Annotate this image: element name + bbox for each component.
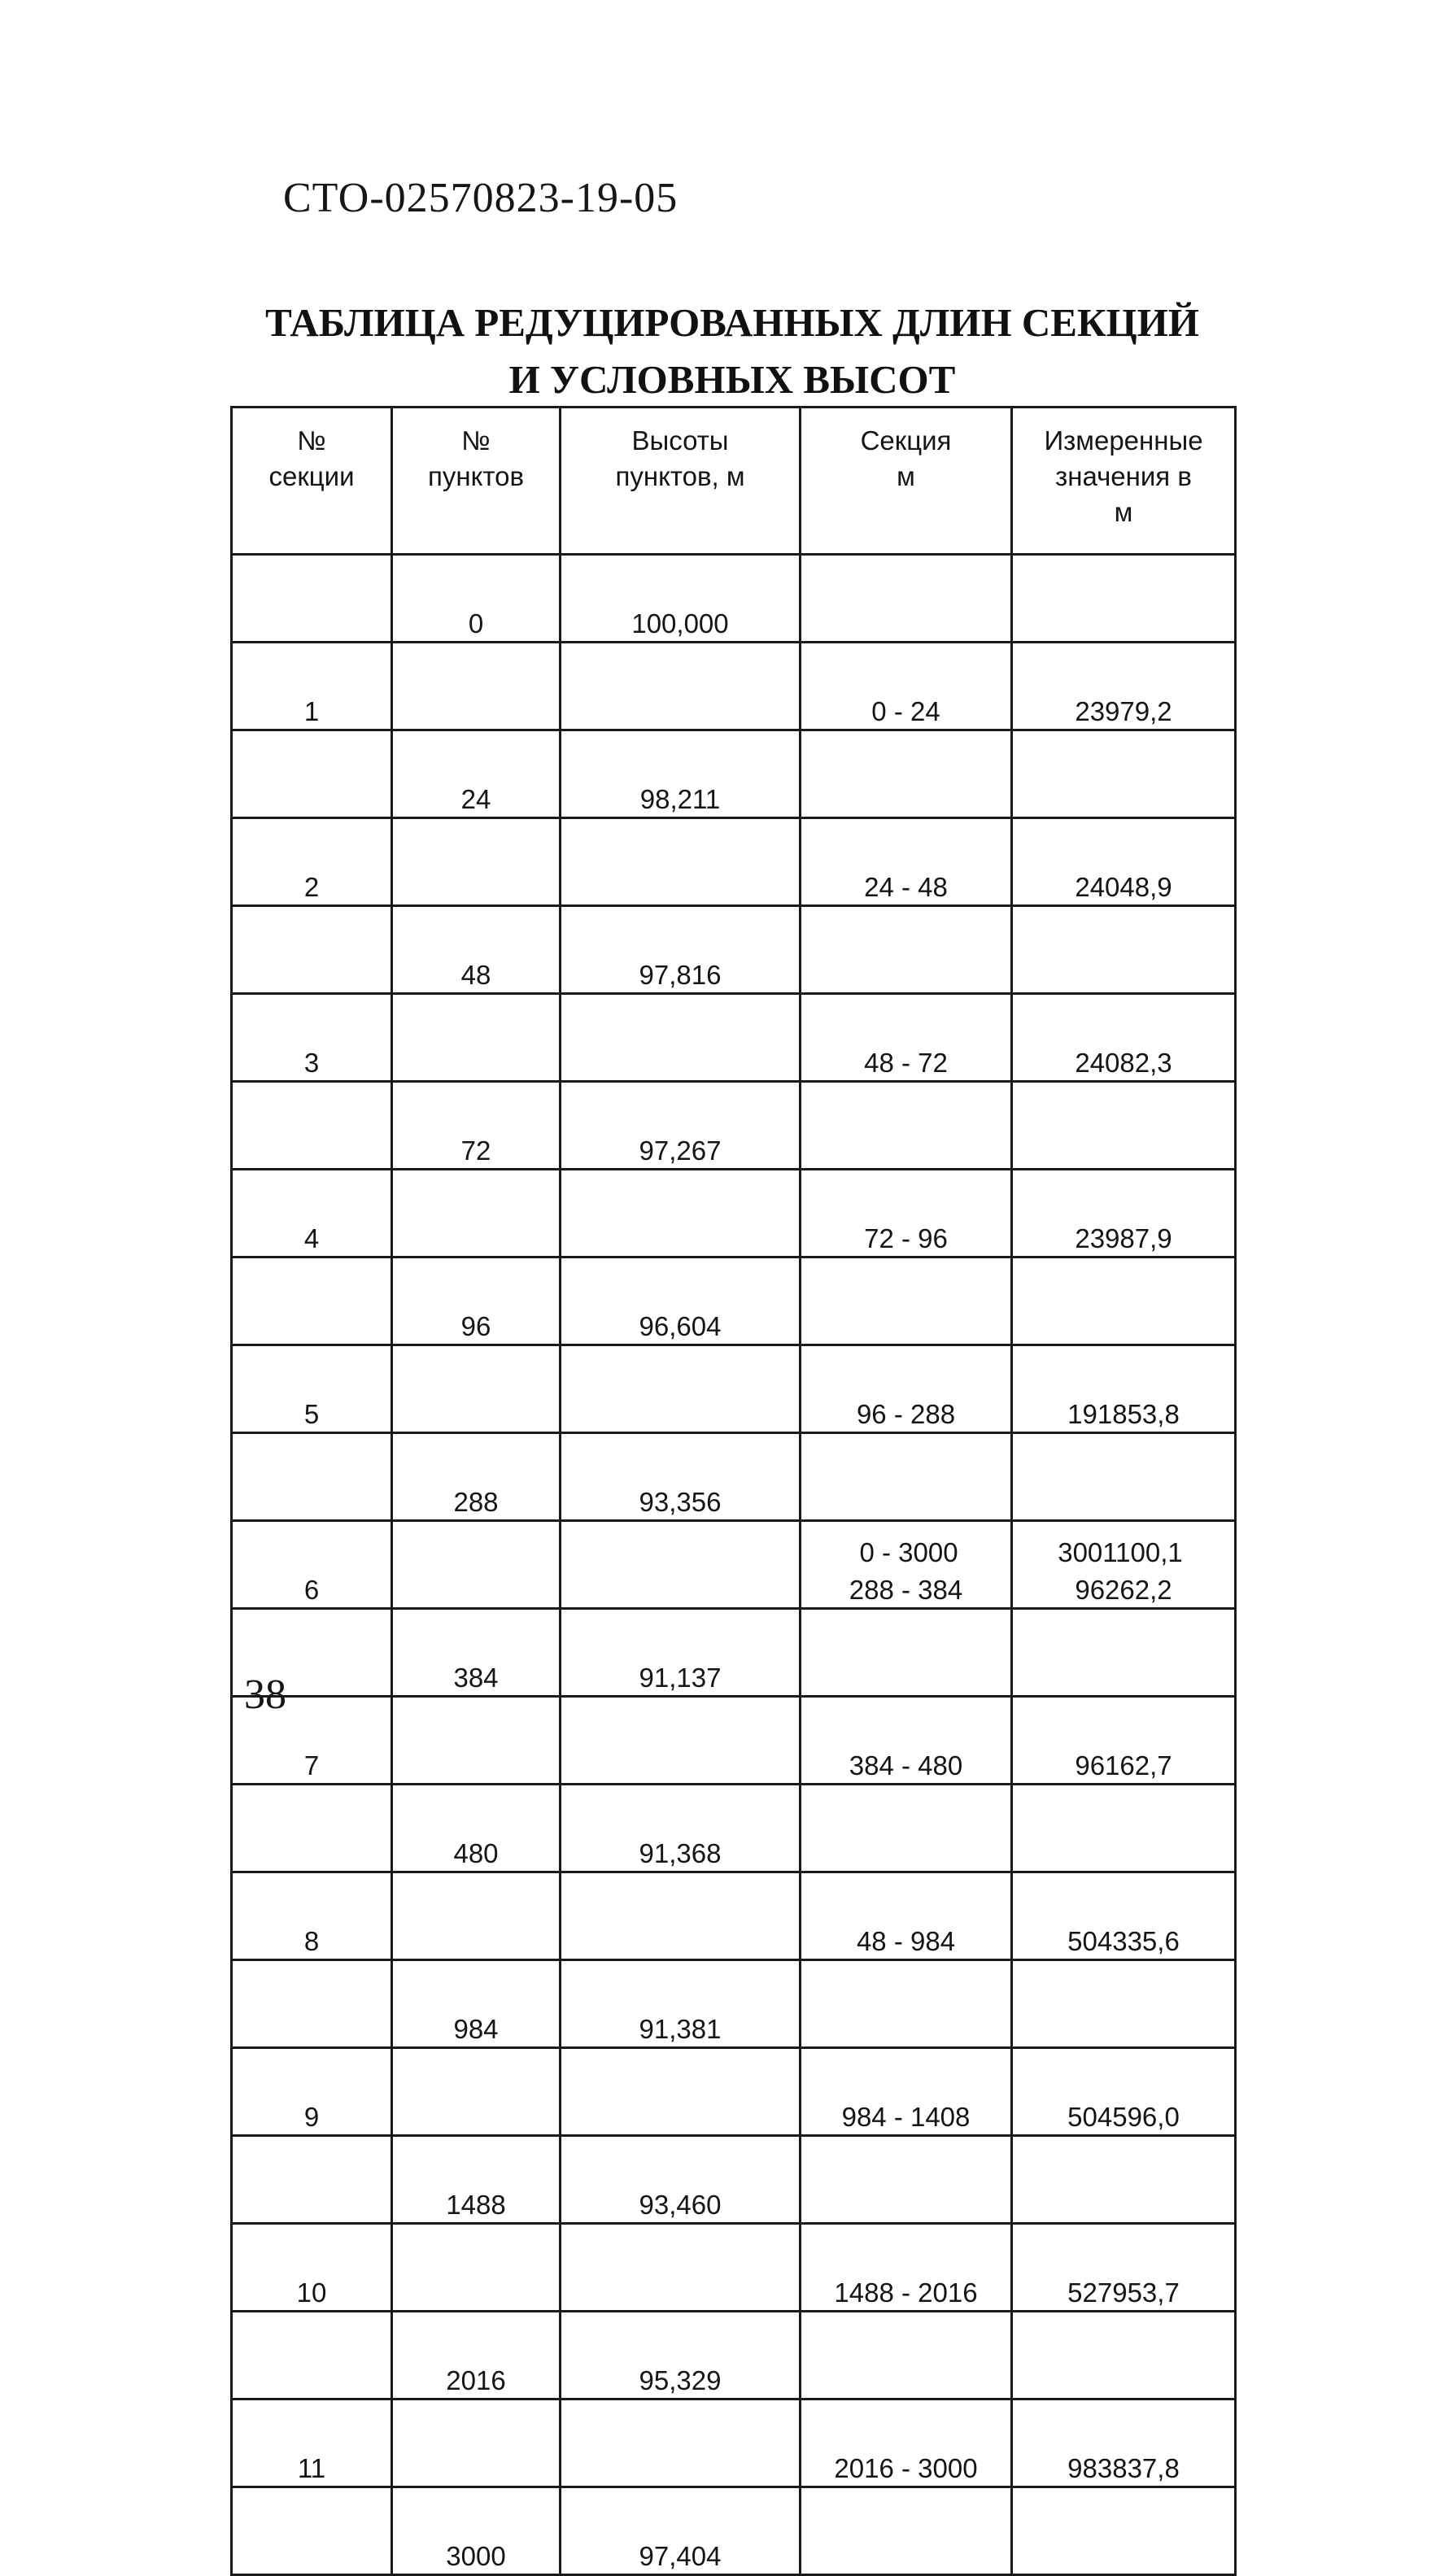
table-row — [232, 1697, 1236, 1785]
point-height-cell: 100,000 — [561, 555, 801, 643]
total-section-range: 0 - 3000 — [859, 1537, 958, 1567]
empty-cell — [1012, 1433, 1236, 1521]
section-range-cell: 72 - 96 — [801, 1170, 1012, 1257]
point-height-cell: 91,368 — [561, 1785, 801, 1872]
empty-cell — [561, 1872, 801, 1960]
empty-cell — [561, 2048, 801, 2136]
empty-cell — [1012, 555, 1236, 643]
empty-cell — [232, 1082, 392, 1170]
measured-value-cell: 527953,7 — [1012, 2224, 1236, 2312]
table-title — [228, 294, 1237, 408]
section-number-cell: 5 — [232, 1345, 392, 1433]
table-row — [232, 818, 1236, 906]
empty-cell — [1012, 2136, 1236, 2224]
section-number-cell: 2 — [232, 818, 392, 906]
empty-cell — [801, 2312, 1012, 2399]
header-text: № — [461, 425, 491, 455]
empty-cell — [1012, 1609, 1236, 1697]
section-number-cell: 3 — [232, 994, 392, 1082]
header-point-height — [561, 408, 801, 555]
empty-cell — [232, 2487, 392, 2575]
point-height-cell: 97,816 — [561, 906, 801, 994]
header-section-no — [232, 408, 392, 555]
header-text: Высоты — [631, 425, 729, 455]
empty-cell — [1012, 1785, 1236, 1872]
title-line-1: ТАБЛИЦА РЕДУЦИРОВАННЫХ ДЛИН СЕКЦИЙ — [265, 300, 1199, 345]
point-height-cell: 95,329 — [561, 2312, 801, 2399]
empty-cell — [801, 1082, 1012, 1170]
empty-cell — [1012, 906, 1236, 994]
reduced-lengths-table-container — [230, 406, 1234, 2576]
empty-cell — [801, 730, 1012, 818]
empty-cell — [801, 1960, 1012, 2048]
empty-cell — [561, 2224, 801, 2312]
empty-cell — [561, 818, 801, 906]
header-point-no — [392, 408, 561, 555]
header-text: № — [297, 425, 326, 455]
measured-value-cell: 191853,8 — [1012, 1345, 1236, 1433]
point-height-cell: 93,356 — [561, 1433, 801, 1521]
empty-cell — [232, 555, 392, 643]
page-number: 38 — [244, 1672, 286, 1718]
empty-cell — [392, 994, 561, 1082]
measured-value-cell: 24048,9 — [1012, 818, 1236, 906]
header-text: секции — [268, 461, 355, 491]
measured-value-cell: 23987,9 — [1012, 1170, 1236, 1257]
empty-cell — [232, 1433, 392, 1521]
empty-cell — [392, 1697, 561, 1785]
point-height-cell: 97,267 — [561, 1082, 801, 1170]
empty-cell — [1012, 730, 1236, 818]
empty-cell — [392, 643, 561, 730]
table-row — [232, 1872, 1236, 1960]
table-row — [232, 2312, 1236, 2399]
header-text: м — [1114, 497, 1133, 527]
point-number-cell: 72 — [392, 1082, 561, 1170]
table-row — [232, 906, 1236, 994]
section-number-cell: 11 — [232, 2399, 392, 2487]
point-height-cell: 93,460 — [561, 2136, 801, 2224]
point-number-cell: 2016 — [392, 2312, 561, 2399]
measured-value-cell: 24082,3 — [1012, 994, 1236, 1082]
table-row — [232, 730, 1236, 818]
section-range-cell: 24 - 48 — [801, 818, 1012, 906]
table-row — [232, 555, 1236, 643]
empty-cell — [801, 906, 1012, 994]
empty-cell — [232, 730, 392, 818]
document-code: СТО-02570823-19-05 — [283, 175, 679, 221]
empty-cell — [561, 1521, 801, 1609]
empty-cell — [232, 1257, 392, 1345]
header-text: Измеренные — [1044, 425, 1203, 455]
empty-cell — [561, 2399, 801, 2487]
section-range-cell: 288 - 384 — [801, 1521, 1012, 1609]
section-number-cell: 7 — [232, 1697, 392, 1785]
section-range-cell: 2016 - 3000 — [801, 2399, 1012, 2487]
empty-cell — [801, 1785, 1012, 1872]
table-row — [232, 643, 1236, 730]
table-row — [232, 1257, 1236, 1345]
section-range-cell: 984 - 1408 — [801, 2048, 1012, 2136]
empty-cell — [232, 2136, 392, 2224]
section-range-cell: 384 - 480 — [801, 1697, 1012, 1785]
point-number-cell: 984 — [392, 1960, 561, 2048]
section-range-cell: 1488 - 2016 — [801, 2224, 1012, 2312]
empty-cell — [561, 1697, 801, 1785]
measured-value-cell: 504335,6 — [1012, 1872, 1236, 1960]
empty-cell — [1012, 1257, 1236, 1345]
empty-cell — [561, 643, 801, 730]
empty-cell — [232, 2312, 392, 2399]
table-row — [232, 1345, 1236, 1433]
empty-cell — [392, 2399, 561, 2487]
point-number-cell: 96 — [392, 1257, 561, 1345]
total-measured-value: 3001100,1 — [1058, 1537, 1183, 1567]
section-number-cell: 4 — [232, 1170, 392, 1257]
empty-cell — [392, 2224, 561, 2312]
section-range-cell: 48 - 72 — [801, 994, 1012, 1082]
header-text: м — [897, 461, 915, 491]
point-height-cell: 97,404 — [561, 2487, 801, 2575]
point-number-cell: 0 — [392, 555, 561, 643]
point-number-cell: 480 — [392, 1785, 561, 1872]
table-header-row — [232, 408, 1236, 555]
empty-cell — [1012, 1960, 1236, 2048]
reduced-lengths-table — [230, 406, 1237, 2576]
point-height-cell: 91,137 — [561, 1609, 801, 1697]
section-number-cell: 10 — [232, 2224, 392, 2312]
empty-cell — [1012, 2487, 1236, 2575]
empty-cell — [801, 1257, 1012, 1345]
empty-cell — [1012, 2312, 1236, 2399]
point-number-cell: 288 — [392, 1433, 561, 1521]
header-text: значения в — [1055, 461, 1192, 491]
section-range-cell: 96 - 288 — [801, 1345, 1012, 1433]
table-row — [232, 2136, 1236, 2224]
table-row — [232, 2487, 1236, 2575]
table-row — [232, 2399, 1236, 2487]
header-text: пунктов — [427, 461, 525, 491]
table-row — [232, 1785, 1236, 1872]
empty-cell — [561, 994, 801, 1082]
point-number-cell: 24 — [392, 730, 561, 818]
point-number-cell: 1488 — [392, 2136, 561, 2224]
empty-cell — [392, 1345, 561, 1433]
empty-cell — [561, 1170, 801, 1257]
header-text: Секция — [860, 425, 952, 455]
point-height-cell: 98,211 — [561, 730, 801, 818]
point-height-cell: 91,381 — [561, 1960, 801, 2048]
table-row — [232, 1170, 1236, 1257]
empty-cell — [801, 2136, 1012, 2224]
measured-value-cell: 983837,8 — [1012, 2399, 1236, 2487]
measured-value-cell: 96162,7 — [1012, 1697, 1236, 1785]
empty-cell — [392, 1170, 561, 1257]
empty-cell — [232, 1785, 392, 1872]
header-measured-values — [1012, 408, 1236, 555]
table-row — [232, 1960, 1236, 2048]
section-number-cell: 8 — [232, 1872, 392, 1960]
point-number-cell: 384 — [392, 1609, 561, 1697]
table-row — [232, 994, 1236, 1082]
empty-cell — [801, 555, 1012, 643]
point-height-cell: 96,604 — [561, 1257, 801, 1345]
measured-value-cell: 96262,2 — [1012, 1521, 1236, 1609]
title-line-2: И УСЛОВНЫХ ВЫСОТ — [508, 357, 956, 402]
empty-cell — [1012, 1082, 1236, 1170]
empty-cell — [801, 1433, 1012, 1521]
header-text: пунктов, м — [615, 461, 745, 491]
section-range-cell: 0 - 24 — [801, 643, 1012, 730]
point-number-cell: 48 — [392, 906, 561, 994]
empty-cell — [392, 2048, 561, 2136]
empty-cell — [561, 1345, 801, 1433]
measured-value-cell: 23979,2 — [1012, 643, 1236, 730]
empty-cell — [801, 1609, 1012, 1697]
empty-cell — [232, 1960, 392, 2048]
point-number-cell: 3000 — [392, 2487, 561, 2575]
empty-cell — [392, 818, 561, 906]
table-row — [232, 1082, 1236, 1170]
empty-cell — [801, 2487, 1012, 2575]
section-number-cell: 6 — [232, 1521, 392, 1609]
empty-cell — [392, 1872, 561, 1960]
section-number-cell: 1 — [232, 643, 392, 730]
header-section — [801, 408, 1012, 555]
measured-value-cell: 504596,0 — [1012, 2048, 1236, 2136]
table-row — [232, 2224, 1236, 2312]
table-row — [232, 1609, 1236, 1697]
table-row — [232, 2048, 1236, 2136]
empty-cell — [392, 1521, 561, 1609]
table-row — [232, 1433, 1236, 1521]
section-number-cell: 9 — [232, 2048, 392, 2136]
empty-cell — [232, 906, 392, 994]
section-range-cell: 48 - 984 — [801, 1872, 1012, 1960]
